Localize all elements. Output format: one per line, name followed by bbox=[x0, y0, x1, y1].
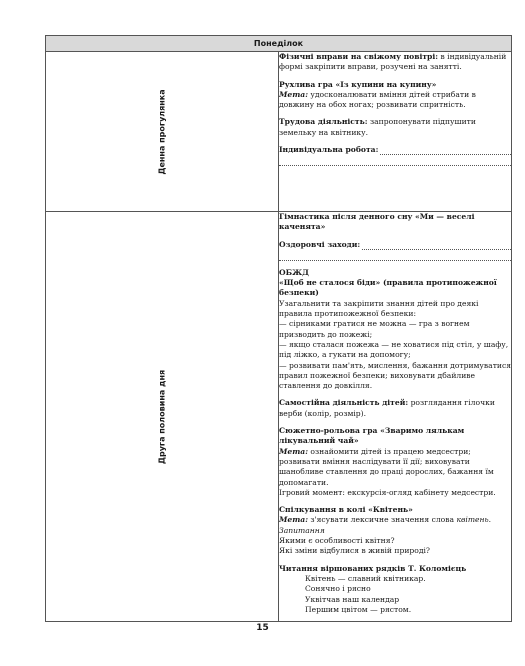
side-label-cell bbox=[46, 52, 279, 212]
fill-line bbox=[279, 250, 511, 261]
question: Якими є особливості квітня? bbox=[279, 536, 395, 546]
goal-end: . bbox=[488, 515, 492, 525]
question: Які зміни відбулися в живій природі? bbox=[279, 546, 431, 556]
side-label-cell bbox=[46, 212, 279, 622]
safety-line: — якщо сталася пожежа — не ховатися під стіл, у шафу, під ліжко, а гукати на допомогу; bbox=[279, 339, 509, 360]
goal-label: Мета: bbox=[279, 446, 308, 456]
exercise-block bbox=[279, 52, 511, 73]
circle-talk-title: Спілкування в колі «Квітень» bbox=[279, 505, 413, 515]
poem-line: Першим цвітом — рястом. bbox=[305, 604, 412, 614]
safety-line: — сірниками гратися не можна — гра з вогнем призводить до пожежі; bbox=[279, 319, 470, 339]
independent-text: розглядання гілочки верби (колір, розмір). bbox=[279, 398, 495, 418]
goal-text: з'ясувати лексичне значення слова bbox=[308, 515, 457, 525]
poem-line: Сонячно і рясно bbox=[305, 584, 371, 594]
page-number: 15 bbox=[256, 623, 269, 633]
section-label-walk: Денна прогулянка bbox=[157, 88, 167, 175]
goal-text: ознайомити дітей із працею медсестри; розвивати вміння наслідувати її дії; виховувати шанобливе ставлення до праці дорослих, бажання їм допомагати. bbox=[279, 446, 494, 487]
poem-line: Уквітчав наш календар bbox=[305, 594, 400, 604]
fill-line bbox=[362, 241, 511, 250]
safety-line: Узагальнити та закріпити знання дітей про деякі правила протипожежної безпеки: bbox=[279, 298, 479, 319]
safety-block bbox=[279, 268, 511, 392]
reading-title: Читання віршованих рядків Т. Коломієць bbox=[279, 563, 467, 573]
poem-line: Квітень — славний квітникар. bbox=[305, 573, 426, 583]
section-label-afternoon: Друга половина дня bbox=[157, 369, 167, 464]
health-measures-line bbox=[279, 240, 511, 250]
labor-text: запропонувати підпушити земельку на квітнику. bbox=[279, 117, 476, 137]
safety-line: — розвивати пам'ять, мислення, бажання дотримуватися правил пожежної безпеки; виховувати дбайливе ставлення до довкілля. bbox=[279, 360, 512, 391]
poem bbox=[279, 574, 511, 615]
outdoor-game-title: Рухлива гра «Із купини на купину» bbox=[279, 79, 437, 89]
day-header: Понеділок bbox=[46, 36, 512, 52]
fill-line bbox=[380, 146, 511, 155]
independent-label: Самостійна діяльність дітей: bbox=[279, 398, 409, 408]
fill-line bbox=[279, 155, 511, 166]
goal-text: удосконалювати вміння дітей стрибати в довжину на обох ногах; розвивати спритність. bbox=[279, 89, 476, 110]
reading-block bbox=[279, 564, 511, 615]
safety-title: ОБЖД bbox=[279, 267, 309, 277]
afternoon-section bbox=[279, 212, 512, 622]
goal-keyword: квітень bbox=[456, 515, 489, 525]
safety-subtitle: «Щоб не сталося біди» (правила протипожежної безпеки) bbox=[279, 278, 497, 298]
circle-talk-block bbox=[279, 505, 511, 556]
role-play-block bbox=[279, 426, 511, 498]
exercise-label: Фізичні вправи на свіжому повітрі: bbox=[279, 52, 439, 61]
labor-label: Трудова діяльність: bbox=[279, 117, 368, 127]
goal-label: Мета: bbox=[279, 515, 308, 525]
labor-block bbox=[279, 117, 511, 138]
exercise-text: в індивідуальній формі закріпити вправи, розучені на занятті. bbox=[279, 52, 507, 72]
outdoor-game-block bbox=[279, 80, 511, 111]
game-moment: Ігровий момент: екскурсія-огляд кабінету медсестри. bbox=[279, 487, 496, 497]
individual-work-line bbox=[279, 145, 511, 155]
walk-section bbox=[279, 52, 512, 212]
health-measures-label: Оздоровчі заходи: bbox=[279, 239, 361, 249]
independent-activity bbox=[279, 398, 511, 419]
individual-work-label: Індивідуальна робота: bbox=[279, 145, 379, 155]
role-play-title: Сюжетно-рольова гра «Зваримо лялькам лікувальний чай» bbox=[279, 426, 465, 446]
gymnastics-title: Гімнастика після денного сну «Ми — веселі каченята» bbox=[279, 212, 475, 232]
goal-label: Мета: bbox=[279, 89, 308, 99]
questions-label: Запитання bbox=[279, 525, 325, 535]
daily-plan-table bbox=[45, 35, 512, 622]
